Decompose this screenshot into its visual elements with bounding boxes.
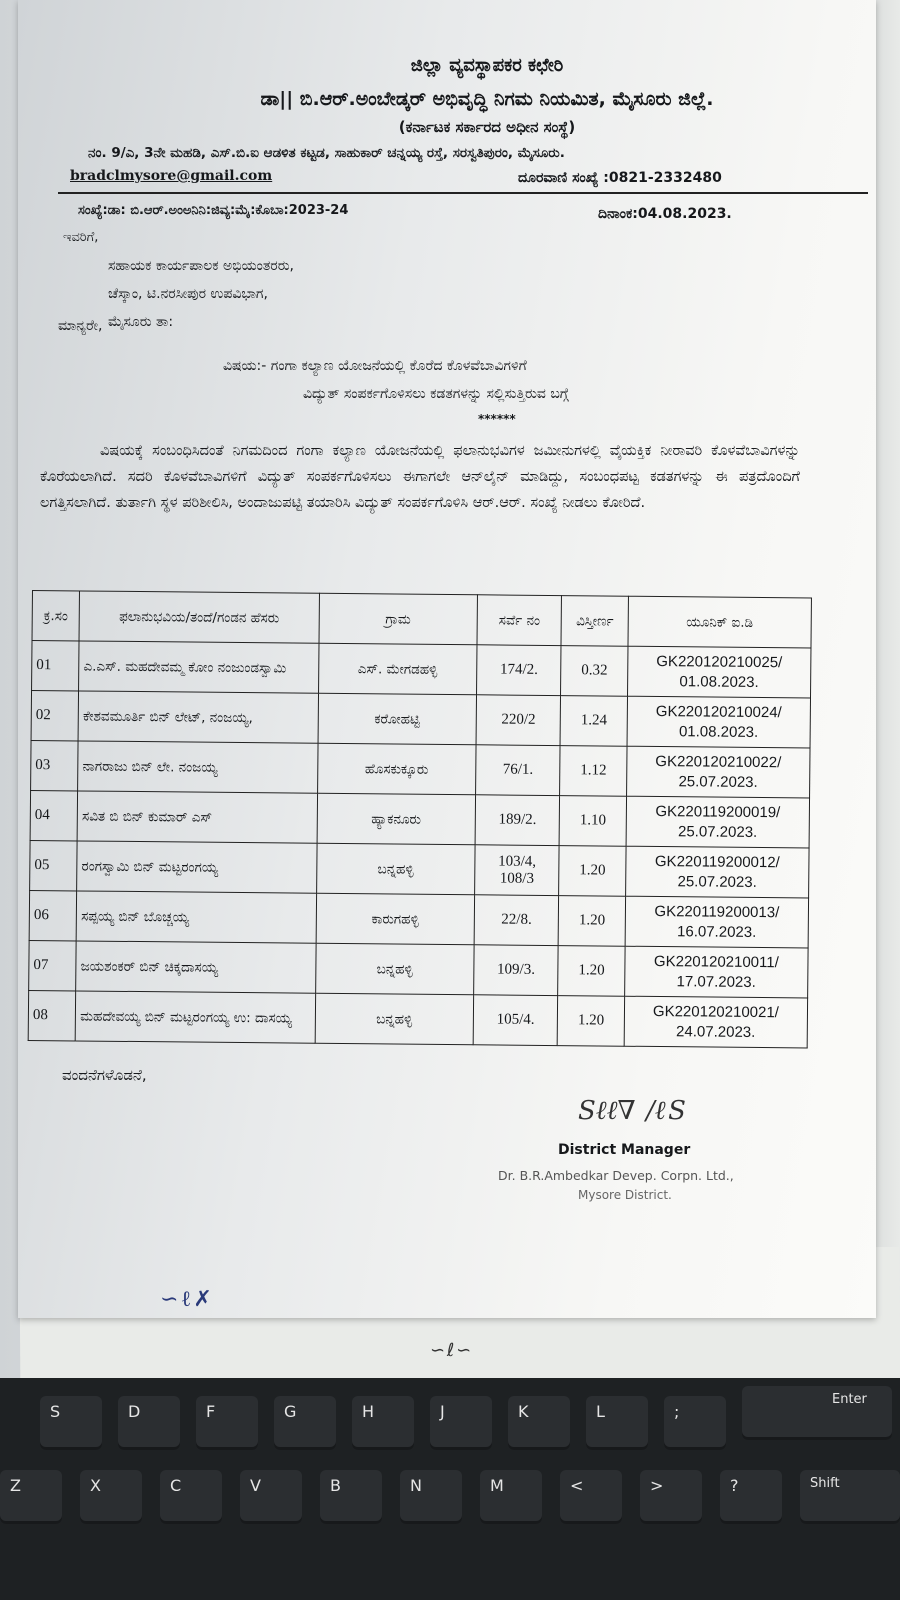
uid-code: GK220120210024/	[655, 702, 782, 721]
table-row	[31, 691, 810, 748]
cell-survey: 220/2	[476, 695, 561, 746]
cell-uid	[624, 996, 808, 1048]
signatory-district: Mysore District.	[578, 1188, 672, 1202]
uid-date: 25.07.2023.	[678, 772, 758, 791]
table-header-row	[32, 591, 811, 648]
letter-body: ವಿಷಯಕ್ಕೆ ಸಂಬಂಧಿಸಿದಂತೆ ನಿಗಮದಿಂದ ಗಂಗಾ ಕಲ್ಯಾಣ ಯೋಜನೆಯಲ್ಲಿ ಫಲಾನುಭವಿಗಳ ಜಮೀನುಗಳಲ್ಲಿ ವೈಯಕ್ತಿಕ ನೀರಾವರಿ ಕೊಳವೆಬಾವಿಗಳನ್ನು ಕೊರೆಯಲಾಗಿದೆ. ಸದರಿ ಕೊಳವೆಬಾವಿಗಳಿಗೆ ವಿದ್ಯುತ್ ಸಂಪರ್ಕಗೊಳಿಸಲು ಈಗಾಗಲೇ ಆನ್‌ಲೈನ್ ಮಾಡಿದ್ದು, ಸಂಬಂಧಪಟ್ಟ ಕಡತಗಳನ್ನು ಈ ಪತ್ರದೊಂದಿಗೆ ಲಗತ್ತಿಸಲಾಗಿದೆ. ತುರ್ತಾಗಿ ಸ್ಥಳ ಪರಿಶೀಲಿಸಿ, ಅಂದಾಜುಪಟ್ಟಿ ತಯಾರಿಸಿ ವಿದ್ಯುತ್ ಸಂಪರ್ಕಗೊಳಿಸಿ ಆರ್.ಆರ್. ಸಂಖ್ಯೆ ನೀಡಲು ಕೋರಿದೆ.	[40, 443, 800, 511]
col-header-sl: ಕ್ರ.ಸಂ	[32, 591, 80, 641]
subject-line: ವಿದ್ಯುತ್ ಸಂಪರ್ಕಗೊಳಿಸಲು ಕಡತಗಳನ್ನು ಸಲ್ಲಿಸುತ್ತಿರುವ ಬಗ್ಗೆ	[303, 386, 569, 402]
cell-sl: 08	[28, 990, 76, 1040]
uid-code: GK220119200013/	[654, 902, 780, 921]
cell-name: ಸಪ್ಪಯ್ಯ ಬಿನ್ ಬೊಚ್ಚಯ್ಯ	[76, 891, 316, 943]
keyboard-key: M	[480, 1470, 542, 1524]
cell-sl: 01	[32, 641, 80, 691]
cell-survey: 189/2.	[475, 795, 560, 846]
letter-page	[18, 0, 876, 1318]
cell-village: ಎಸ್. ಮೇಗಡಹಳ್ಳಿ	[318, 643, 477, 695]
letterhead-office: ಜಿಲ್ಲಾ ವ್ಯವಸ್ಥಾಪಕರ ಕಛೇರಿ	[410, 55, 564, 76]
handwritten-scribble: ∽ ℓ ∽	[430, 1340, 472, 1361]
cell-sl: 02	[31, 691, 79, 741]
cell-uid	[626, 796, 810, 848]
keyboard-key: S	[40, 1396, 102, 1450]
keyboard-key: D	[118, 1396, 180, 1450]
uid-date: 24.07.2023.	[676, 1022, 756, 1041]
uid-date: 16.07.2023.	[676, 922, 757, 941]
keyboard-key: L	[586, 1396, 648, 1450]
table-row	[29, 890, 808, 947]
table-row	[30, 840, 809, 897]
uid-date: 25.07.2023.	[677, 872, 757, 891]
col-header-survey: ಸರ್ವೆ ನಂ	[477, 595, 562, 646]
keyboard-key: ;	[664, 1396, 726, 1450]
keyboard	[0, 1378, 900, 1600]
cell-sl: 04	[30, 790, 78, 840]
col-header-village: ಗ್ರಾಮ	[319, 593, 478, 645]
keyboard-key: Z	[0, 1470, 62, 1524]
cell-area: 1.24	[560, 696, 627, 747]
keyboard-key: <	[560, 1470, 622, 1524]
cell-village: ಬನ್ನಹಳ್ಳಿ	[316, 843, 475, 895]
signatory-organisation: Dr. B.R.Ambedkar Devep. Corpn. Ltd.,	[498, 1168, 734, 1183]
cell-sl: 07	[29, 940, 77, 990]
cell-survey: 174/2.	[477, 645, 562, 696]
addressee-line: ಮೈಸೂರು ತಾ:	[108, 314, 174, 330]
cell-survey: 22/8.	[474, 895, 559, 946]
cell-name: ಎ.ಎಸ್. ಮಹದೇವಮ್ಮ ಕೋಂ ನಂಜುಂಡಸ್ವಾಮಿ	[79, 641, 319, 693]
col-header-uid: ಯೂನಿಕ್ ಐ.ಡಿ	[628, 596, 812, 648]
cell-area: 1.12	[560, 746, 627, 797]
cell-sl: 06	[29, 890, 77, 940]
keyboard-key-shift: Shift	[800, 1470, 900, 1524]
letterhead-phone: ದೂರವಾಣಿ ಸಂಖ್ಯೆ :0821-2332480	[518, 170, 722, 186]
cell-village: ಹ್ಯಾಕನೂರು	[317, 793, 476, 845]
table-row	[32, 641, 811, 698]
cell-area: 0.32	[561, 646, 628, 697]
letterhead-govt: (ಕರ್ನಾಟಕ ಸರ್ಕಾರದ ಅಧೀನ ಸಂಸ್ಥೆ)	[398, 118, 576, 136]
keyboard-key: V	[240, 1470, 302, 1524]
keyboard-key: C	[160, 1470, 222, 1524]
keyboard-key: X	[80, 1470, 142, 1524]
uid-code: GK220120210022/	[655, 752, 782, 771]
col-header-area: ವಿಸ್ತೀರ್ಣ	[561, 596, 628, 647]
keyboard-key: K	[508, 1396, 570, 1450]
cell-name: ಮಹದೇವಯ್ಯ ಬಿನ್ ಮಟ್ಟರಂಗಯ್ಯ ಉ: ದಾಸಯ್ಯ	[75, 991, 315, 1043]
cell-sl: 05	[30, 840, 78, 890]
cell-name: ಕೇಶವಮೂರ್ತಿ ಬಿನ್ ಲೇಟ್, ನಂಜಯ್ಯ,	[78, 691, 318, 743]
separator-stars: ******	[478, 412, 516, 426]
cell-village: ಬನ್ನಹಳ್ಳಿ	[315, 943, 474, 995]
keyboard-key: ?	[720, 1470, 782, 1524]
beneficiary-table	[28, 590, 812, 1048]
cell-uid	[627, 646, 811, 698]
reference-number: ಸಂಖ್ಯೆ:ಡಾ: ಬಿ.ಆರ್.ಅಂಅನಿನಿ:ಜಿವ್ಯ:ಮೈ:ಕೊಬಾ:2023-24	[78, 203, 349, 218]
subject-line: ವಿಷಯ:- ಗಂಗಾ ಕಲ್ಯಾಣ ಯೋಜನೆಯಲ್ಲಿ ಕೊರೆದ ಕೊಳವೆಬಾವಿಗಳಿಗೆ	[223, 358, 527, 374]
cell-uid	[627, 696, 811, 748]
keyboard-key: F	[196, 1396, 258, 1450]
addressee-line: ಚೆಸ್ಕಾಂ, ಟಿ.ನರಸೀಪುರ ಉಪವಿಭಾಗ,	[108, 286, 268, 302]
uid-code: GK220120210021/	[652, 1002, 779, 1021]
cell-village: ಕರೋಹಟ್ಟಿ	[318, 693, 477, 745]
uid-date: 01.08.2023.	[679, 672, 759, 691]
handwritten-signature: Sℓℓ∇ /ℓ S	[578, 1096, 686, 1126]
cell-name: ಸವಿತ ಬಿ ಬಿನ್ ಕುಮಾರ್ ಎಸ್	[77, 791, 317, 843]
cell-uid	[626, 746, 810, 798]
cell-survey: 76/1.	[476, 745, 561, 796]
cell-name: ಜಯಶಂಕರ್ ಬಿನ್ ಚಿಕ್ಕದಾಸಯ್ಯ	[76, 941, 316, 993]
keyboard-key: N	[400, 1470, 462, 1524]
addressee-line: ಸಹಾಯಕ ಕಾರ್ಯಪಾಲಕ ಅಭಿಯಂತರರು,	[108, 258, 295, 274]
table-row	[29, 940, 808, 997]
to-label: ಇವರಿಗೆ,	[63, 230, 99, 245]
cell-name: ರಂಗಸ್ವಾಮಿ ಬಿನ್ ಮಟ್ಟರಂಗಯ್ಯ	[77, 841, 317, 893]
cell-uid	[625, 846, 809, 898]
keyboard-key-enter: Enter	[742, 1386, 892, 1440]
keyboard-key: H	[352, 1396, 414, 1450]
signatory-designation: District Manager	[558, 1142, 691, 1158]
uid-date: 01.08.2023.	[678, 722, 759, 741]
uid-code: GK220120210011/	[653, 952, 779, 971]
cell-area: 1.20	[558, 946, 625, 997]
cell-survey: 109/3.	[474, 945, 559, 996]
cell-area: 1.20	[558, 896, 625, 947]
table-row	[28, 990, 807, 1047]
uid-date: 17.07.2023.	[676, 972, 756, 991]
letter-date: ದಿನಾಂಕ:04.08.2023.	[598, 206, 732, 222]
closing-line: ವಂದನೆಗಳೊಡನೆ,	[62, 1066, 147, 1084]
letterhead-email: bradclmysore@gmail.com	[70, 168, 273, 184]
cell-area: 1.20	[558, 996, 625, 1047]
uid-code: GK220119200012/	[654, 852, 780, 871]
uid-date: 25.07.2023.	[677, 822, 758, 841]
keyboard-key: G	[274, 1396, 336, 1450]
cell-uid	[625, 896, 809, 948]
salutation: ಮಾನ್ಯರೇ,	[58, 318, 103, 334]
keyboard-key: J	[430, 1396, 492, 1450]
cell-village: ಕಾರುಗಹಳ್ಳಿ	[316, 893, 475, 945]
letterhead-org: ಡಾ|| ಬಿ.ಆರ್.ಅಂಬೇಡ್ಕರ್ ಅಭಿವೃದ್ಧಿ ನಿಗಮ ನಿಯಮಿತ, ಮೈಸೂರು ಜಿಲ್ಲೆ.	[260, 88, 714, 110]
table-row	[30, 790, 809, 847]
cell-village: ಬನ್ನಹಳ್ಳಿ	[315, 993, 474, 1045]
cell-uid	[625, 946, 809, 998]
addressee-block	[108, 252, 294, 336]
uid-code: GK220119200019/	[655, 802, 781, 821]
cell-area: 1.10	[559, 796, 626, 847]
keyboard-key: B	[320, 1470, 382, 1524]
letterhead-address: ನಂ. 9/ಎ, 3ನೇ ಮಹಡಿ, ಎಸ್.ಬಿ.ಐ ಆಡಳಿತ ಕಟ್ಟಡ, ಸಾಹುಕಾರ್ ಚನ್ನಯ್ಯ ರಸ್ತೆ, ಸರಸ್ವತಿಪುರಂ, ಮೈಸೂರು.	[88, 145, 565, 161]
cell-survey: 105/4.	[473, 995, 558, 1046]
cell-area: 1.20	[559, 846, 626, 897]
cell-survey: 103/4, 108/3	[475, 845, 560, 896]
col-header-name: ಫಲಾನುಭವಿಯ/ತಂದೆ/ಗಂಡನ ಹೆಸರು	[79, 591, 319, 643]
header-divider	[58, 192, 868, 194]
table-row	[31, 740, 810, 797]
cell-sl: 03	[31, 740, 79, 790]
cell-name: ನಾಗರಾಜು ಬಿನ್ ಲೇ. ನಂಜಯ್ಯ	[78, 741, 318, 793]
keyboard-key: >	[640, 1470, 702, 1524]
uid-code: GK220120210025/	[656, 652, 783, 671]
subject-block	[223, 352, 569, 408]
cell-village: ಹೊಸಕುಕ್ಕೂರು	[317, 743, 476, 795]
handwritten-mark: ∽ ℓ ✗	[160, 1287, 212, 1312]
